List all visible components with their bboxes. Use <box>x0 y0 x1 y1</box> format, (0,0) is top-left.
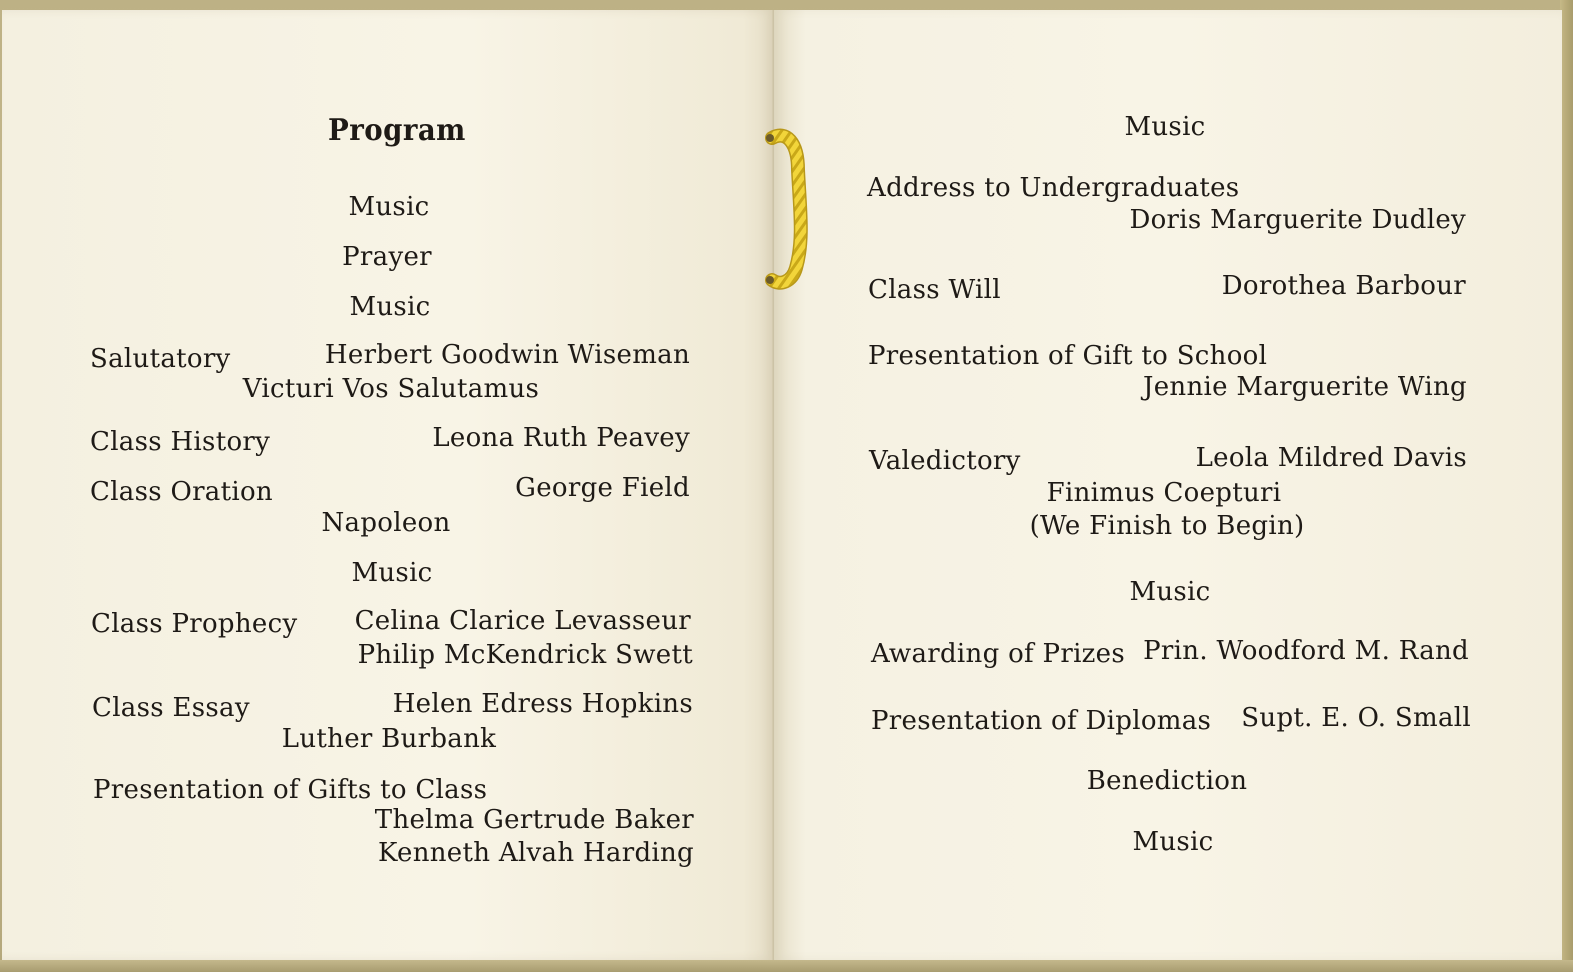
class-history-name: Leona Ruth Peavey <box>432 423 690 453</box>
prizes-name: Prin. Woodford M. Rand <box>1143 636 1469 666</box>
salutatory-label: Salutatory <box>90 344 231 374</box>
valedictory-subtitle-1: Finimus Coepturi <box>1046 478 1282 508</box>
class-history-label: Class History <box>90 427 271 457</box>
class-oration-name: George Field <box>515 473 690 503</box>
yellow-binding-cord-icon <box>758 120 818 300</box>
right-page <box>774 10 1562 960</box>
diplomas-name: Supt. E. O. Small <box>1241 703 1471 733</box>
music-5: Music <box>1129 577 1211 607</box>
music-2: Music <box>349 292 431 322</box>
address-label: Address to Undergraduates <box>867 173 1240 203</box>
benediction: Benediction <box>1086 766 1248 796</box>
diplomas-label: Presentation of Diplomas <box>871 706 1212 736</box>
valedictory-name: Leola Mildred Davis <box>1195 443 1467 473</box>
class-essay-subtitle: Luther Burbank <box>281 724 497 754</box>
gifts-to-class-name-2: Kenneth Alvah Harding <box>378 838 694 868</box>
valedictory-subtitle-2: (We Finish to Begin) <box>1029 511 1305 541</box>
class-prophecy-label: Class Prophecy <box>91 609 298 639</box>
class-prophecy-name-2: Philip McKendrick Swett <box>357 640 693 670</box>
class-oration-subtitle: Napoleon <box>321 508 451 538</box>
gift-to-school-name: Jennie Marguerite Wing <box>1142 372 1467 402</box>
gifts-to-class-label: Presentation of Gifts to Class <box>93 775 488 805</box>
class-oration-label: Class Oration <box>90 477 273 507</box>
left-page <box>2 10 774 960</box>
salutatory-name: Herbert Goodwin Wiseman <box>324 340 690 370</box>
music-1: Music <box>348 192 430 222</box>
booklet-bottom-edge <box>0 960 1573 972</box>
music-4: Music <box>1124 112 1206 142</box>
salutatory-subtitle: Victuri Vos Salutamus <box>242 374 540 404</box>
music-3: Music <box>351 558 433 588</box>
class-will-label: Class Will <box>868 275 1001 305</box>
music-6: Music <box>1132 827 1214 857</box>
class-prophecy-name-1: Celina Clarice Levasseur <box>354 606 691 636</box>
program-title: Program <box>328 113 466 148</box>
class-essay-name: Helen Edress Hopkins <box>392 689 693 719</box>
prizes-label: Awarding of Prizes <box>871 639 1126 669</box>
gift-to-school-label: Presentation of Gift to School <box>868 341 1268 371</box>
class-essay-label: Class Essay <box>92 693 250 723</box>
address-name: Doris Marguerite Dudley <box>1129 205 1466 235</box>
prayer: Prayer <box>342 242 432 272</box>
class-will-name: Dorothea Barbour <box>1221 271 1466 301</box>
gifts-to-class-name-1: Thelma Gertrude Baker <box>374 805 694 835</box>
valedictory-label: Valedictory <box>869 446 1021 476</box>
